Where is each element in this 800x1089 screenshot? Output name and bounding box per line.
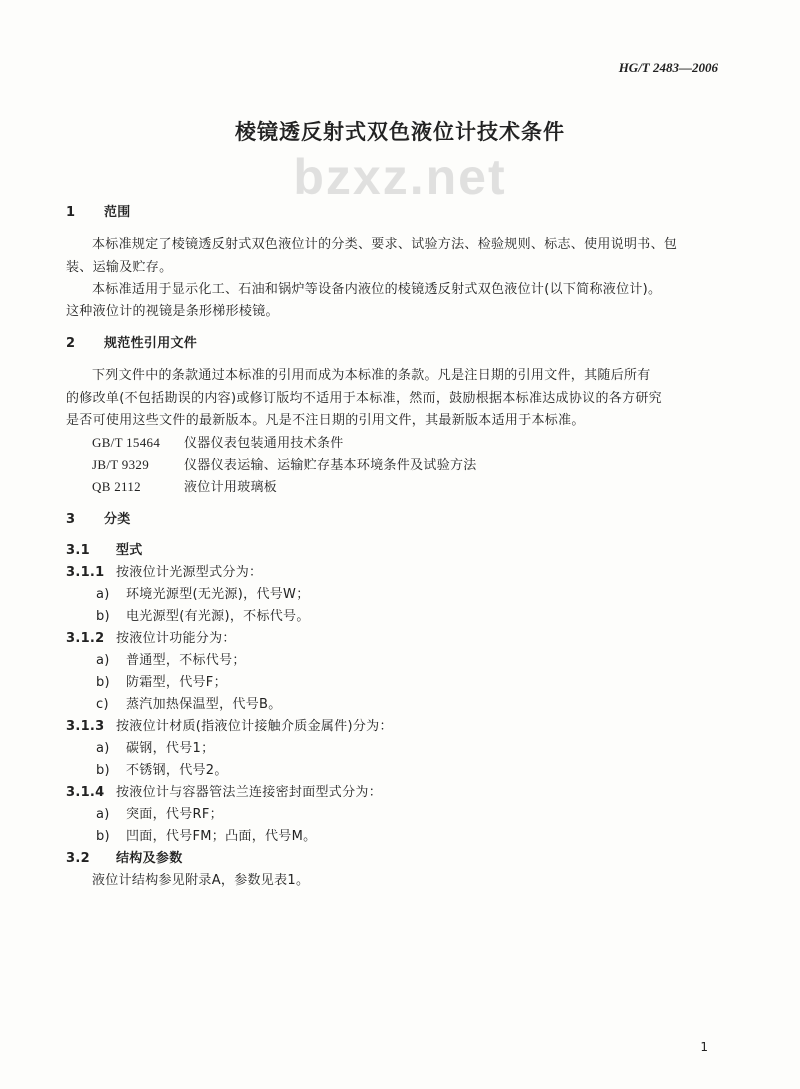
- section-2-heading: [66, 336, 197, 352]
- section-1-heading: [66, 205, 131, 221]
- clause-p: [92, 873, 309, 889]
- clause-li: [96, 675, 227, 691]
- clause-text: 环境光源型(无光源)，代号W；: [126, 587, 310, 602]
- reference-code: JB/T 9329: [92, 457, 149, 472]
- clause-h3: [66, 785, 382, 801]
- clause-text: 按液位计光源型式分为：: [116, 565, 263, 580]
- clause-text: 碳钢，代号1；: [126, 741, 215, 756]
- clause-li: [96, 763, 228, 779]
- clause-number: c): [96, 697, 109, 712]
- clause-text: 普通型，不标代号；: [126, 653, 246, 668]
- clause-text: 液位计结构参见附录A，参数见表1。: [92, 873, 310, 888]
- reference-item: [92, 479, 277, 496]
- reference-title: 仪器仪表包装通用技术条件: [184, 436, 344, 451]
- clause-number: b): [96, 609, 110, 624]
- clause-li: [96, 609, 310, 625]
- clause-text: 电光源型(有光源)，不标代号。: [126, 609, 310, 624]
- clause-number: b): [96, 829, 110, 844]
- clause-number: a): [96, 653, 110, 668]
- clause-number: 3.2: [66, 851, 90, 866]
- paragraph-line: 本标准规定了棱镜透反射式双色液位计的分类、要求、试验方法、检验规则、标志、使用说明书、包: [92, 237, 678, 252]
- section-number: 2: [66, 336, 76, 351]
- clause-h2: [66, 851, 183, 867]
- clause-number: a): [96, 587, 110, 602]
- watermark: bzxz.net: [293, 152, 507, 202]
- clause-text: 突面，代号RF；: [126, 807, 223, 822]
- section-number: 3: [66, 512, 76, 527]
- reference-item: [92, 457, 477, 474]
- paragraph-line: 是否可使用这些文件的最新版本。凡是不注日期的引用文件，其最新版本适用于本标准。: [66, 413, 585, 428]
- clause-li: [96, 741, 214, 757]
- clause-h3: [66, 631, 236, 647]
- clause-number: 3.1.1: [66, 565, 105, 580]
- clause-number: 3.1: [66, 543, 90, 558]
- clause-li: [96, 829, 316, 845]
- paragraph-line: 这种液位计的视镜是条形梯形棱镜。: [66, 304, 279, 319]
- paragraph-line: 的修改单(不包括勘误的内容)或修订版均不适用于本标准，然而，鼓励根据本标准达成协议的各方研究: [66, 391, 662, 406]
- clause-number: a): [96, 741, 110, 756]
- clause-text: 不锈钢，代号2。: [126, 763, 228, 778]
- clause-number: a): [96, 807, 110, 822]
- clause-text: 型式: [116, 543, 143, 558]
- section-number: 1: [66, 205, 76, 220]
- clause-number: 3.1.2: [66, 631, 105, 646]
- clause-number: b): [96, 675, 110, 690]
- paragraph-line: 下列文件中的条款通过本标准的引用而成为本标准的条款。凡是注日期的引用文件，其随后所有: [92, 368, 651, 383]
- clause-text: 按液位计与容器管法兰连接密封面型式分为：: [116, 785, 383, 800]
- clause-number: 3.1.3: [66, 719, 105, 734]
- section-title: 分类: [104, 512, 131, 527]
- section-title: 范围: [104, 205, 131, 220]
- section-title: 规范性引用文件: [104, 336, 198, 351]
- clause-li: [96, 807, 223, 823]
- reference-item: [92, 435, 344, 452]
- clause-number: 3.1.4: [66, 785, 105, 800]
- page-number: 1: [700, 1040, 708, 1054]
- paragraph-line: 本标准适用于显示化工、石油和锅炉等设备内液位的棱镜透反射式双色液位计(以下简称液位计)。: [92, 282, 662, 297]
- section-3-heading: [66, 512, 131, 528]
- reference-title: 仪器仪表运输、运输贮存基本环境条件及试验方法: [184, 458, 477, 473]
- paragraph-line: 装、运输及贮存。: [66, 260, 173, 275]
- clause-li: [96, 653, 246, 669]
- clause-li: [96, 587, 310, 603]
- clause-text: 蒸汽加热保温型，代号B。: [126, 697, 282, 712]
- clause-text: 结构及参数: [116, 851, 183, 866]
- clause-text: 按液位计材质(指液位计接触介质金属件)分为：: [116, 719, 393, 734]
- clause-h2: [66, 543, 143, 559]
- document-id: HG/T 2483—2006: [618, 60, 718, 75]
- clause-text: 按液位计功能分为：: [116, 631, 236, 646]
- clause-li: [96, 697, 282, 713]
- reference-title: 液位计用玻璃板: [184, 480, 278, 495]
- clause-h3: [66, 565, 262, 581]
- reference-code: QB 2112: [92, 479, 141, 494]
- reference-code: GB/T 15464: [92, 435, 161, 450]
- clause-text: 凹面，代号FM；凸面，代号M。: [126, 829, 317, 844]
- clause-text: 防霜型，代号F；: [126, 675, 227, 690]
- clause-h3: [66, 719, 393, 735]
- clause-number: b): [96, 763, 110, 778]
- page-title: 棱镜透反射式双色液位计技术条件: [235, 120, 565, 144]
